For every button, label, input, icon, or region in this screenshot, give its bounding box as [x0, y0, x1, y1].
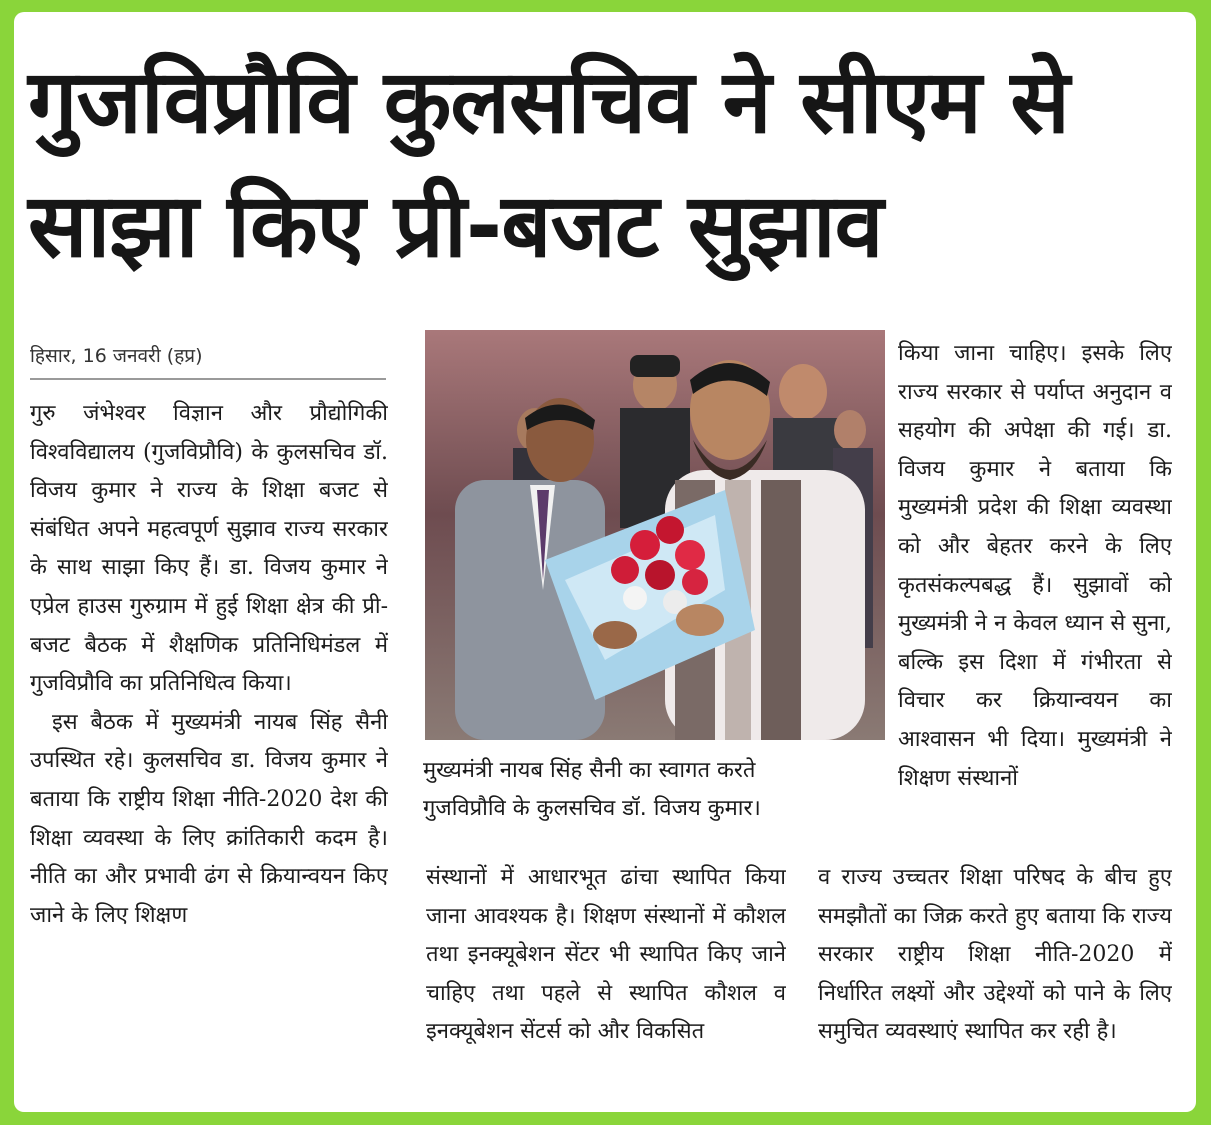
column-1-paragraph-2: इस बैठक में मुख्यमंत्री नायब सिंह सैनी उपस्थित रहे। कुलसचिव डा. विजय कुमार ने बताया कि राष्ट्रीय शिक्षा नीति-2020 देश की शिक्षा व्यवस्था के लिए क्रांतिकारी कदम है। नीति का और प्रभावी ढंग से क्रियान्वयन किए जाने के लिए शिक्षण	[30, 709, 388, 928]
article-column-4	[818, 859, 1172, 1099]
news-photo	[425, 330, 885, 740]
article-column-1	[30, 395, 388, 1100]
column-1-paragraph-1: गुरु जंभेश्वर विज्ञान और प्रौद्योगिकी विश्वविद्यालय (गुजविप्रौवि) के कुलसचिव डॉ. विजय कुमार ने राज्य के शिक्षा बजट से संबंधित अपने महत्वपूर्ण सुझाव राज्य सरकार के साथ साझा किए हैं। डा. विजय कुमार ने एप्रेल हाउस गुरुग्राम में हुई शिक्षा क्षेत्र की प्री-बजट बैठक में शैक्षणिक प्रतिनिधिमंडल में गुजविप्रौवि का प्रतिनिधित्व किया।	[30, 401, 388, 697]
column-2-text: संस्थानों में आधारभूत ढांचा स्थापित किया जाना आवश्यक है। शिक्षण संस्थानों में कौशल तथा इनक्यूबेशन सेंटर भी स्थापित किए जाने चाहिए तथा पहले से स्थापित कौशल व इनक्यूबेशन सेंटर्स को और विकसित	[426, 865, 786, 1045]
caption-line-2: गुजविप्रौवि के कुलसचिव डॉ. विजय कुमार।	[423, 796, 761, 821]
column-4-text: व राज्य उच्चतर शिक्षा परिषद के बीच हुए समझौतों का जिक्र करते हुए बताया कि राज्य सरकार राष्ट्रीय शिक्षा नीति-2020 में निर्धारित लक्ष्यों और उद्देश्यों को पाने के लिए समुचित व्यवस्थाएं स्थापित कर रही है।	[818, 865, 1172, 1045]
caption-line-1: मुख्यमंत्री नायब सिंह सैनी का स्वागत करते	[423, 758, 756, 783]
photo-caption	[423, 752, 893, 828]
article-column-2	[426, 859, 786, 1099]
headline	[28, 40, 1178, 288]
news-photo-illustration	[425, 330, 885, 740]
headline-line-2: साझा किए प्री-बजट सुझाव	[28, 174, 883, 277]
dateline: हिसार, 16 जनवरी (हप्र)	[30, 342, 386, 380]
newspaper-clipping	[14, 12, 1196, 1112]
column-3-text: किया जाना चाहिए। इसके लिए राज्य सरकार से पर्याप्त अनुदान व सहयोग की अपेक्षा की गई। डा. विजय कुमार ने बताया कि मुख्यमंत्री प्रदेश की शिक्षा व्यवस्था को और बेहतर करने के लिए कृतसंकल्पबद्ध हैं। सुझावों को मुख्यमंत्री ने न केवल ध्यान से सुना, बल्कि इस दिशा में गंभीरता से विचार कर क्रियान्वयन का आश्वासन भी दिया। मुख्यमंत्री ने शिक्षण संस्थानों	[898, 341, 1172, 791]
article-column-3	[898, 335, 1172, 875]
headline-line-1: गुजविप्रौवि कुलसचिव ने सीएम से	[28, 50, 1069, 153]
